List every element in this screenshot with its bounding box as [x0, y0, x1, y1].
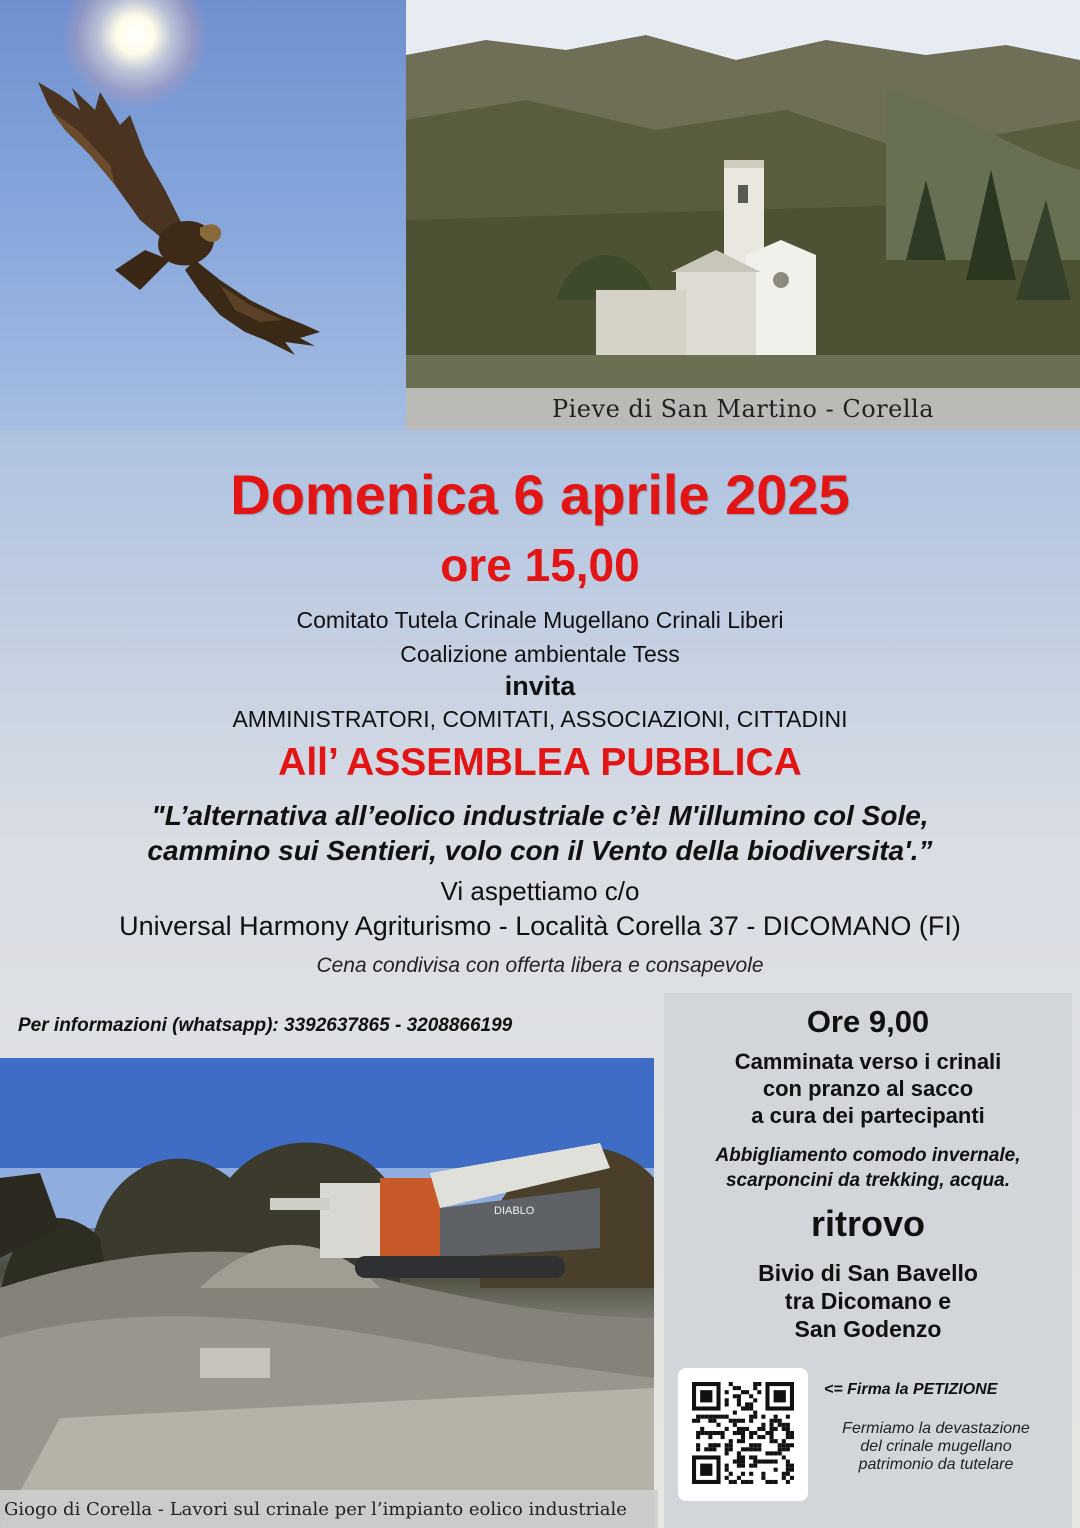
wait-text: Vi aspettiamo c/o: [440, 876, 640, 906]
event-quote: [0, 798, 1080, 868]
dress-line-2: scarponcini da trekking, acqua.: [725, 1170, 1011, 1191]
sky-eagle-photo: [0, 0, 406, 430]
church-photo: [406, 0, 1080, 430]
walk-line-2: con pranzo al sacco: [762, 1076, 974, 1101]
meeting-place: [664, 1259, 1072, 1343]
dress-line-1: Abbigliamento comodo invernale,: [715, 1145, 1021, 1166]
meeting-title: ritrovo: [810, 1203, 925, 1244]
quarry-photo: [0, 1058, 654, 1528]
invita-heading: invita: [504, 671, 576, 701]
audience-list: AMMINISTRATORI, COMITATI, ASSOCIAZIONI, CITTADINI: [232, 706, 848, 732]
dress-code: [664, 1143, 1072, 1193]
event-time: ore 15,00: [440, 539, 640, 591]
place-line-3: San Godenzo: [794, 1316, 942, 1342]
assembly-heading: All’ ASSEMBLEA PUBBLICA: [278, 741, 802, 784]
walk-time: Ore 9,00: [806, 1004, 930, 1039]
quarry-caption: Giogo di Corella - Lavori sul crinale per l’impianto eolico industriale: [0, 1490, 658, 1528]
eagle-icon: [20, 70, 330, 360]
quote-line-1: "L’alternativa all’eolico industriale c’è! M'illumino col Sole,: [151, 800, 929, 831]
stop-line-2: del crinale mugellano: [860, 1438, 1012, 1455]
quarry-illustration: [0, 1058, 654, 1528]
organizer-2: Coalizione ambientale Tess: [400, 641, 680, 667]
machine-label: DIABLO: [494, 1205, 535, 1217]
walk-line-1: Camminata verso i crinali: [734, 1049, 1002, 1074]
dinner-note: Cena condivisa con offerta libera e consapevole: [316, 954, 764, 977]
stop-line-3: patrimonio da tutelare: [858, 1456, 1014, 1473]
petition-message: [812, 1420, 1060, 1474]
quote-line-2: cammino sui Sentieri, volo con il Vento della biodiversita'.”: [147, 835, 933, 866]
qr-code-icon: [692, 1382, 794, 1484]
walk-line-3: a cura dei partecipanti: [751, 1103, 985, 1128]
place-line-2: tra Dicomano e: [784, 1288, 952, 1314]
contact-info: Per informazioni (whatsapp): 3392637865 - 3208866199: [18, 1015, 513, 1036]
walk-description: [664, 1048, 1072, 1129]
petition-link[interactable]: <= Firma la PETIZIONE: [824, 1381, 998, 1398]
petition-qr-code[interactable]: [678, 1368, 808, 1501]
stop-line-1: Fermiamo la devastazione: [842, 1420, 1030, 1437]
church-landscape-illustration: [406, 0, 1080, 430]
church-caption: Pieve di San Martino - Corella: [406, 388, 1080, 430]
venue-address: Universal Harmony Agriturismo - Località Corella 37 - DICOMANO (FI): [119, 911, 961, 941]
organizer-1: Comitato Tutela Crinale Mugellano Crinali Liberi: [296, 607, 784, 633]
event-date: Domenica 6 aprile 2025: [230, 463, 850, 526]
place-line-1: Bivio di San Bavello: [758, 1260, 978, 1286]
